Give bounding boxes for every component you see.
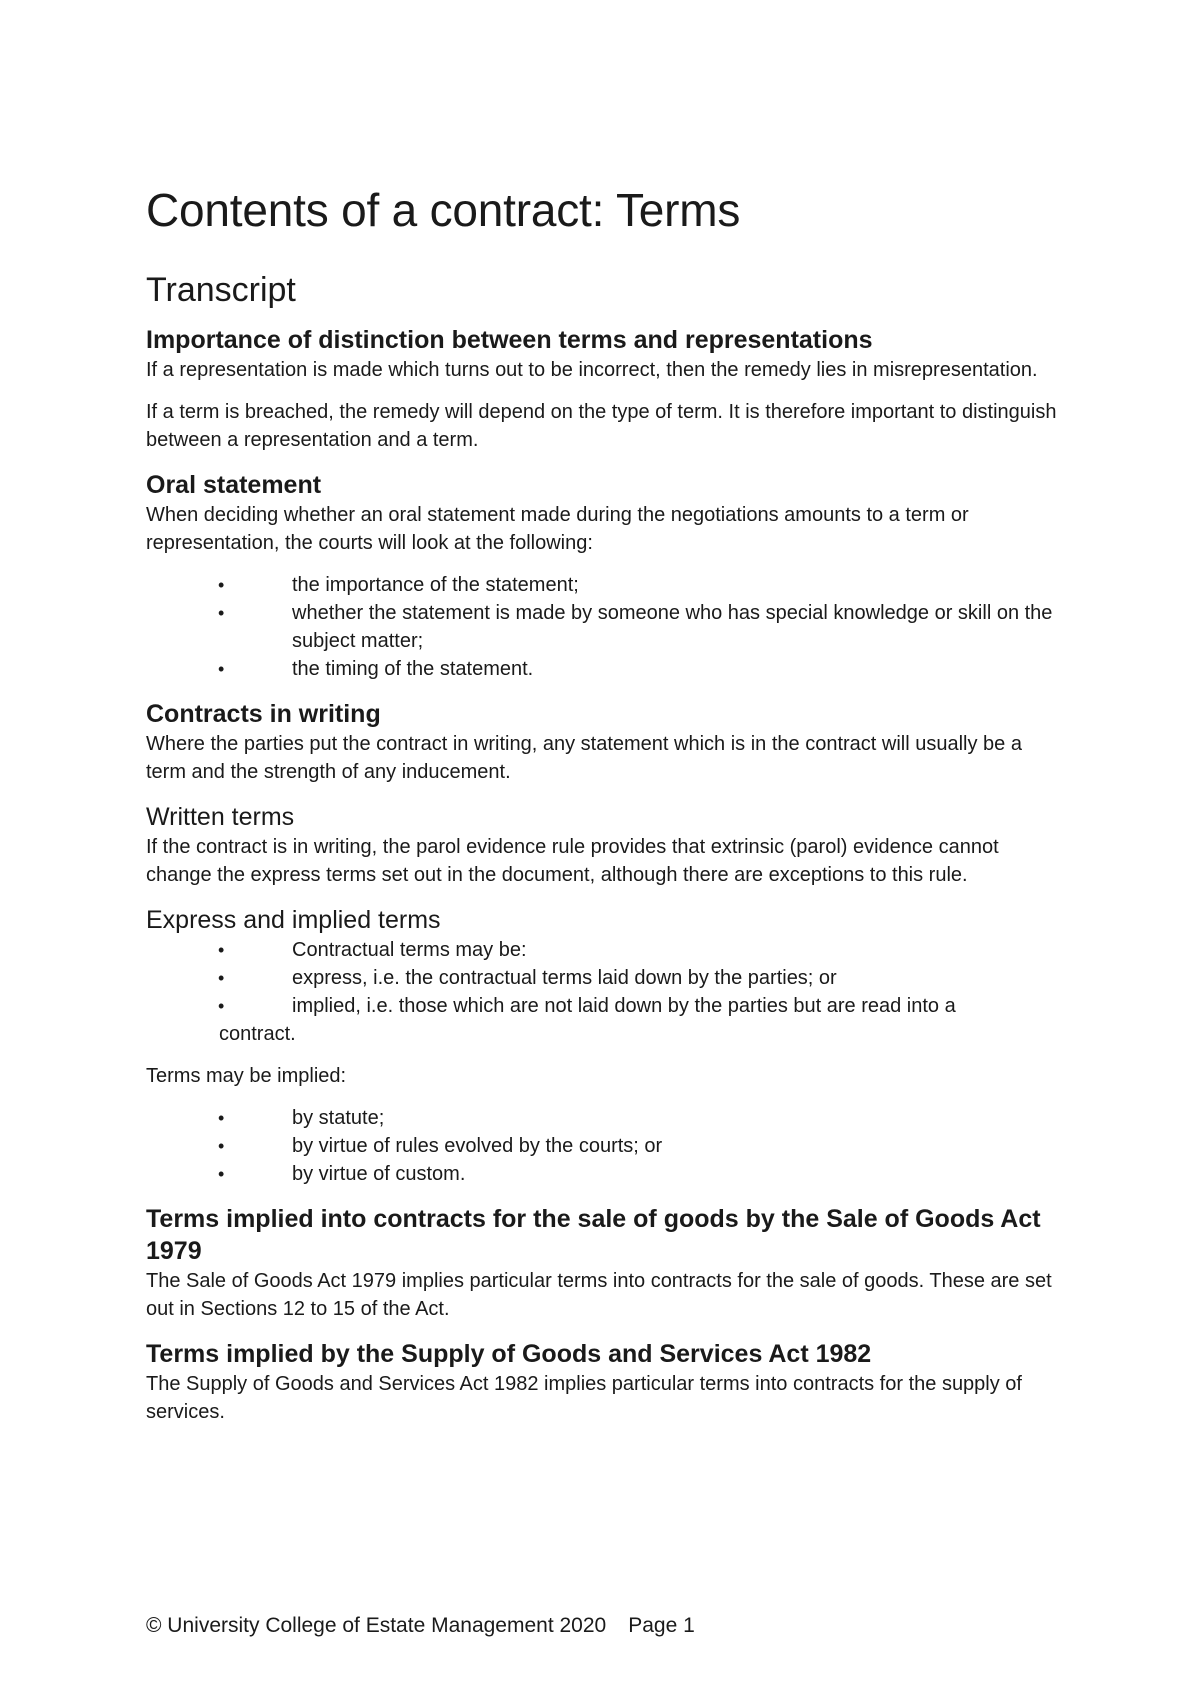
bullet-icon: • xyxy=(218,659,225,679)
bullet-icon: • xyxy=(218,1136,225,1156)
list-item: • by virtue of custom. xyxy=(146,1160,1066,1188)
section-heading: Written terms xyxy=(146,803,295,831)
list-item: • by virtue of rules evolved by the courts; or xyxy=(146,1132,1066,1160)
section-written-terms xyxy=(146,801,1066,889)
bullet-list xyxy=(146,1104,1066,1188)
paragraph: If a representation is made which turns out to be incorrect, then the remedy lies in misrepresentation. xyxy=(146,359,1038,381)
section-heading: Oral statement xyxy=(146,471,322,499)
section-heading: Express and implied terms xyxy=(146,906,441,934)
paragraph: If the contract is in writing, the parol evidence rule provides that extrinsic (parol) evidence cannot change the express terms set out in the document, although there are exceptions to this rule. xyxy=(146,836,999,886)
section-importance xyxy=(146,324,1066,454)
footer-page-number: Page 1 xyxy=(628,1614,695,1637)
bullet-icon: • xyxy=(218,575,225,595)
paragraph: Where the parties put the contract in writing, any statement which is in the contract will usually be a term and the strength of any inducement. xyxy=(146,733,1022,783)
section-heading: Importance of distinction between terms and representations xyxy=(146,326,873,354)
footer-copyright: © University College of Estate Management 2020 xyxy=(146,1614,607,1637)
bullet-icon: • xyxy=(218,603,225,623)
section-express-implied xyxy=(146,904,1066,1188)
section-heading: Terms implied by the Supply of Goods and Services Act 1982 xyxy=(146,1340,872,1368)
list-item: • Contractual terms may be: xyxy=(146,936,1066,964)
section-heading: Contracts in writing xyxy=(146,700,381,728)
list-item-continuation: contract. xyxy=(219,1023,296,1045)
bullet-icon: • xyxy=(218,940,225,960)
list-item: • the timing of the statement. xyxy=(146,655,1066,683)
section-oral-statement xyxy=(146,469,1066,683)
bullet-icon: • xyxy=(218,1108,225,1128)
list-item: • whether the statement is made by someone who has special knowledge or skill on the subject matter; xyxy=(146,599,1066,655)
section-contracts-in-writing xyxy=(146,698,1066,786)
bullet-icon: • xyxy=(218,968,225,988)
bullet-list xyxy=(146,936,1066,1020)
section-sale-of-goods xyxy=(146,1203,1066,1323)
paragraph: The Supply of Goods and Services Act 1982 implies particular terms into contracts for the supply of services. xyxy=(146,1373,1022,1423)
paragraph: When deciding whether an oral statement made during the negotiations amounts to a term or representation, the courts will look at the following: xyxy=(146,504,969,554)
bullet-icon: • xyxy=(218,996,225,1016)
section-supply-of-goods xyxy=(146,1338,1066,1426)
page-footer xyxy=(146,1612,695,1640)
document-title: Contents of a contract: Terms xyxy=(146,184,741,236)
section-heading: Terms implied into contracts for the sale of goods by the Sale of Goods Act 1979 xyxy=(146,1205,1041,1265)
paragraph: Terms may be implied: xyxy=(146,1065,347,1087)
bullet-icon: • xyxy=(218,1164,225,1184)
paragraph: If a term is breached, the remedy will depend on the type of term. It is therefore important to distinguish between a representation and a term. xyxy=(146,401,1057,451)
document-subtitle: Transcript xyxy=(146,271,296,309)
list-item: • by statute; xyxy=(146,1104,1066,1132)
document-body xyxy=(146,180,1066,1426)
bullet-list xyxy=(146,571,1066,683)
list-item: • the importance of the statement; xyxy=(146,571,1066,599)
list-item: • express, i.e. the contractual terms laid down by the parties; or xyxy=(146,964,1066,992)
list-item: • implied, i.e. those which are not laid down by the parties but are read into a xyxy=(146,992,1066,1020)
paragraph: The Sale of Goods Act 1979 implies particular terms into contracts for the sale of goods. These are set out in Sections 12 to 15 of the Act. xyxy=(146,1270,1052,1320)
